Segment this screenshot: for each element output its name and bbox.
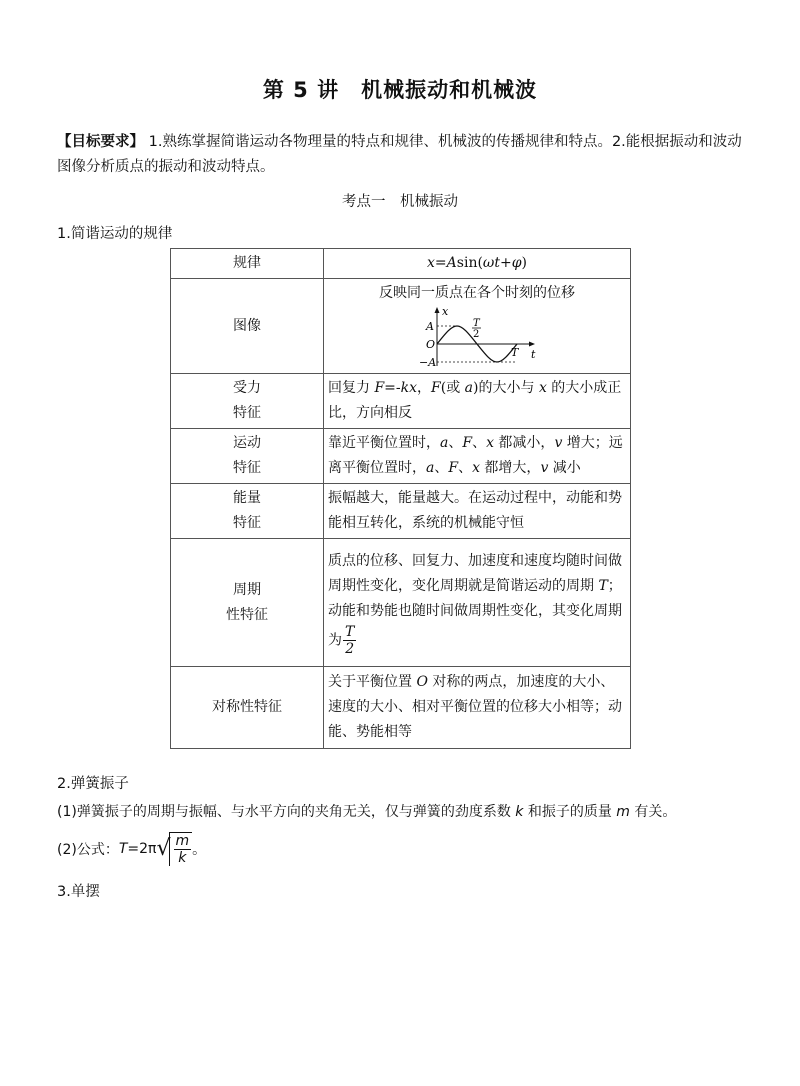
x-axis-arrow [529, 342, 535, 347]
table-row [171, 279, 631, 374]
row-key: 规律 [171, 249, 324, 279]
table-row [171, 429, 631, 484]
row-key: 受力 特征 [171, 374, 324, 429]
goal-text: 1.熟练掌握简谐运动各物理量的特点和规律、机械波的传播规律和特点。2.能根据振动和波动图像分析质点的振动和波动特点。 [57, 134, 742, 175]
row-key: 能量 特征 [171, 484, 324, 539]
graph-label-A: A [426, 320, 434, 333]
heading-shm-rules: 1.简谐运动的规律 [57, 226, 173, 242]
graph-label-T: T [511, 346, 519, 359]
half-period-fraction: $\frac{T}{2}$ [345, 623, 355, 657]
heading-pendulum: 3.单摆 [57, 884, 100, 900]
row-value [324, 279, 631, 374]
row-value: x=Asin(ωt+φ) [324, 249, 631, 279]
row-key: 运动 特征 [171, 429, 324, 484]
table-row [171, 667, 631, 749]
paragraph-spring-formula: (2)公式： T =2π √ $\frac{m}{k}$ 。 [57, 833, 207, 866]
sine-graph [407, 306, 547, 368]
y-axis-arrow [435, 307, 440, 313]
graph-label-O: O [426, 338, 436, 351]
graph-label-x: x [442, 306, 449, 318]
row-value: 质点的位移、回复力、加速度和速度均随时间做周期性变化，变化周期就是简谐运动的周期 T；动能和势能也随时间做周期性变化，其变化周期为 $\frac{T}{2}$ [324, 539, 631, 667]
sqrt-m-over-k: √ $\frac{m}{k}$ [156, 832, 192, 866]
row-key: 周期 性特征 [171, 539, 324, 667]
goal-paragraph [57, 130, 747, 180]
table-row [171, 539, 631, 667]
row-key: 对称性特征 [171, 667, 324, 749]
paragraph-spring-period: (1)弹簧振子的周期与振幅、与水平方向的夹角无关，仅与弹簧的劲度系数 k 和振子的质量 m 有关。 [57, 804, 677, 820]
table-row [171, 374, 631, 429]
heading-spring-oscillator: 2.弹簧振子 [57, 776, 129, 792]
graph-label-t: t [531, 348, 536, 361]
table-row [171, 249, 631, 279]
graph-label-half-num: T [473, 318, 480, 329]
page-title: 第 5 讲 机械振动和机械波 [262, 78, 538, 102]
section-title: 考点一 机械振动 [342, 194, 458, 210]
goal-label: 【目标要求】 [57, 134, 144, 150]
table-row [171, 484, 631, 539]
row-value: 振幅越大，能量越大。在运动过程中，动能和势能相互转化，系统的机械能守恒 [324, 484, 631, 539]
shm-rules-table [170, 248, 631, 749]
row-key: 图像 [171, 279, 324, 374]
graph-label-negA: −A [419, 356, 437, 368]
row-value: 关于平衡位置 O 对称的两点，加速度的大小、速度的大小、相对平衡位置的位移大小相等；动能、势能相等 [324, 667, 631, 749]
row-value: 回复力 F=-kx，F(或 a)的大小与 x 的大小成正比，方向相反 [324, 374, 631, 429]
graph-label-half-den: 2 [473, 329, 480, 340]
graph-caption: 反映同一质点在各个时刻的位移 [379, 285, 575, 301]
row-value: 靠近平衡位置时，a、F、x 都减小，v 增大；远离平衡位置时，a、F、x 都增大，v 减小 [324, 429, 631, 484]
